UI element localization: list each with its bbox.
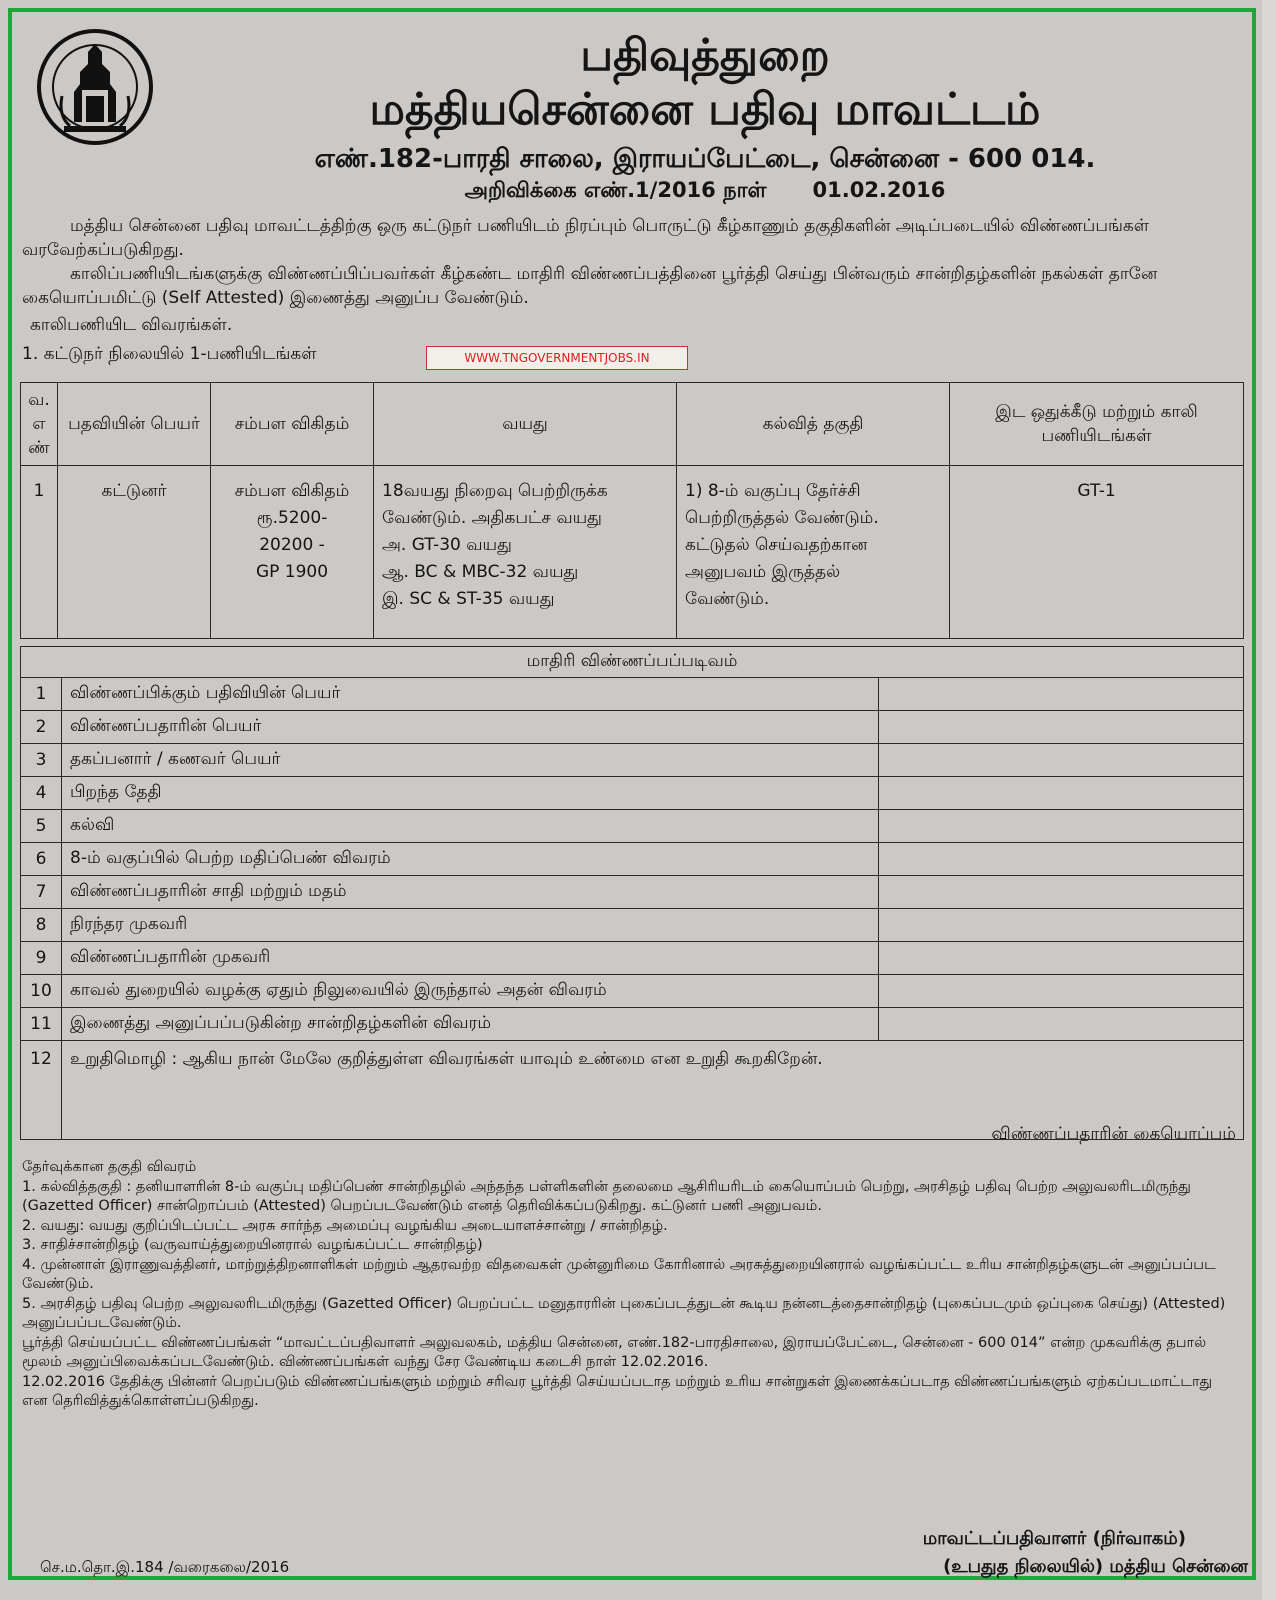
- form-row-field[interactable]: [879, 909, 1244, 942]
- notice-date: 01.02.2016: [812, 178, 946, 202]
- vacancy-count-label: 1. கட்டுநர் நிலையில் 1-பணியிடங்கள்: [22, 344, 317, 364]
- col-reservation: இட ஒதுக்கீடு மற்றும் காலி பணியிடங்கள்: [950, 383, 1244, 466]
- edu-line-3: கட்டுதல் செய்வதற்கான: [685, 535, 868, 555]
- edu-line-5: வேண்டும்.: [685, 589, 770, 609]
- watermark-link[interactable]: WWW.TNGOVERNMENTJOBS.IN: [426, 346, 688, 370]
- form-row-label: நிரந்தர முகவரி: [62, 909, 879, 942]
- form-row-label: விண்ணப்பதாரின் சாதி மற்றும் மதம்: [62, 876, 879, 909]
- edu-line-1: 1) 8-ம் வகுப்பு தேர்ச்சி: [685, 481, 861, 501]
- note-5: 5. அரசிதழ் பதிவு பெற்ற அலுவலரிடமிருந்து (Gazetted Officer) பெறப்பட்ட மனுதாரரின் புகைப்படத்துடன் கூடிய நன்னடத்தைசான்றிதழ் (புகைப்படமும் ஒப்புகை செய்து) (Attested) அனுப்பப்படவேண்டும்.: [22, 1295, 1226, 1331]
- form-row-label: தகப்பனார் / கணவர் பெயர்: [62, 744, 879, 777]
- form-row-label: பிறந்த தேதி: [62, 777, 879, 810]
- form-row: [21, 810, 1244, 843]
- form-row-field[interactable]: [879, 810, 1244, 843]
- form-row-label: இணைத்து அனுப்பப்படுகின்ற சான்றிதழ்களின் விவரம்: [62, 1008, 879, 1041]
- cell-pay: [211, 466, 374, 639]
- office-address: எண்.182-பாரதி சாலை, இராயப்பேட்டை, சென்னை - 600 014.: [314, 144, 1096, 174]
- edu-line-2: பெற்றிருத்தல் வேண்டும்.: [685, 508, 879, 528]
- form-row-number: 7: [21, 876, 62, 909]
- form-row: [21, 876, 1244, 909]
- form-row-field[interactable]: [879, 777, 1244, 810]
- form-row: [21, 975, 1244, 1008]
- form-row: [21, 1008, 1244, 1041]
- form-row-field[interactable]: [879, 975, 1244, 1008]
- note-4: 4. முன்னாள் இராணுவத்தினர், மாற்றுத்திறனாளிகள் மற்றும் ஆதரவற்ற விதவைகள் முன்னுரிமை கோரினால் அரசுத்துறையினரால் வழங்கப்பட்ட உரிய சான்றிதழ்களுடன் அனுப்பப்பட வேண்டும்.: [22, 1256, 1216, 1292]
- notice-number: அறிவிக்கை எண்.1/2016 நாள்: [464, 178, 767, 202]
- form-row-label: விண்ணப்பதாரின் பெயர்: [62, 711, 879, 744]
- registrar-signature-1: மாவட்டப்பதிவாளர் (நிர்வாகம்): [922, 1528, 1186, 1549]
- form-row: [21, 942, 1244, 975]
- age-line-4: ஆ. BC & MBC-32 வயது: [382, 562, 579, 582]
- vacancy-data-row: [21, 466, 1244, 639]
- registrar-signature-2: (உபதுத நிலையில்) மத்திய சென்னை: [943, 1556, 1248, 1577]
- col-education: கல்வித் தகுதி: [677, 383, 950, 466]
- form-row-number: 4: [21, 777, 62, 810]
- form-row: [21, 777, 1244, 810]
- tamil-nadu-emblem-icon: [36, 26, 154, 148]
- pay-line-1: சம்பள விகிதம்: [234, 481, 350, 501]
- application-form-table: [20, 646, 1244, 1140]
- notes-title: தேர்வுக்கான தகுதி விவரம்: [22, 1159, 197, 1175]
- form-row-label: 8-ம் வகுப்பில் பெற்ற மதிப்பெண் விவரம்: [62, 843, 879, 876]
- form-row-field[interactable]: [879, 711, 1244, 744]
- vacancy-header-row: [21, 383, 1244, 466]
- col-post: பதவியின் பெயர்: [58, 383, 211, 466]
- notice-line: [160, 178, 1250, 205]
- form-row-field[interactable]: [879, 1008, 1244, 1041]
- eligibility-notes: [22, 1158, 1240, 1412]
- reference-number: செ.ம.தொ.இ.184 /வரைகலை/2016: [40, 1558, 290, 1576]
- form-row-field[interactable]: [879, 942, 1244, 975]
- note-6: பூர்த்தி செய்யப்பட்ட விண்ணப்பங்கள் “மாவட்டப்பதிவாளர் அலுவலகம், மத்திய சென்னை, எண்.182-பாரதிசாலை, இராயப்பேட்டை, சென்னை - 600 014” என்ற முகவரிக்கு தபால் மூலம் அனுப்பிவைக்கப்படவேண்டும். விண்ணப்பங்கள் வந்து சேர வேண்டிய கடைசி நாள் 12.02.2016.: [22, 1334, 1207, 1370]
- form-row-label: விண்ணப்பிக்கும் பதிவியின் பெயர்: [62, 678, 879, 711]
- form-row-number: 2: [21, 711, 62, 744]
- age-line-5: இ. SC & ST-35 வயது: [382, 589, 555, 609]
- cell-serial: 1: [21, 466, 58, 639]
- form-row-label: கல்வி: [62, 810, 879, 843]
- pay-line-4: GP 1900: [255, 562, 329, 582]
- age-line-1: 18வயது நிறைவு பெற்றிருக்க: [382, 481, 608, 501]
- form-row-number: 11: [21, 1008, 62, 1041]
- pay-line-2: ரூ.5200-: [256, 508, 328, 528]
- form-row-field[interactable]: [879, 843, 1244, 876]
- applicant-signature-label: விண்ணப்பதாரின் கையொப்பம்: [991, 1124, 1236, 1144]
- form-row-number: 1: [21, 678, 62, 711]
- intro-paragraph-2: காலிப்பணியிடங்களுக்கு விண்ணப்பிப்பவர்கள் கீழ்கண்ட மாதிரி விண்ணப்பத்தினை பூர்த்தி செய்து பின்வரும் சான்றிதழ்களின் நகல்கள் தானே கையொப்பமிட்டு (Self Attested) இணைத்து அனுப்ப வேண்டும்.: [22, 264, 1158, 308]
- col-age: வயது: [374, 383, 677, 466]
- note-7: 12.02.2016 தேதிக்கு பின்னர் பெறப்படும் விண்ணப்பங்களும் மற்றும் சரிவர பூர்த்தி செய்யப்படாத மற்றும் உரிய சான்றுகள் இணைக்கப்படாத விண்ணப்பங்களும் ஏற்கப்படமாட்டாது என தெரிவித்துக்கொள்ளப்படுகிறது.: [22, 1373, 1213, 1409]
- edu-line-4: அனுபவம் இருத்தல்: [685, 562, 841, 582]
- form-row-number: 3: [21, 744, 62, 777]
- form-row: [21, 711, 1244, 744]
- col-serial: வ. எ ண்: [21, 383, 58, 466]
- form-row-number: 5: [21, 810, 62, 843]
- declaration-text: உறுதிமொழி : ஆகிய நான் மேலே குறித்துள்ள விவரங்கள் யாவும் உண்மை என உறுதி கூறகிறேன்.: [62, 1041, 1244, 1140]
- form-row: [21, 678, 1244, 711]
- form-row: [21, 843, 1244, 876]
- department-title: பதிவுத்துறை: [580, 30, 830, 81]
- paper-edge: [1262, 0, 1276, 1600]
- cell-education: [677, 466, 950, 639]
- pay-line-3: 20200 -: [259, 535, 325, 555]
- form-title: மாதிரி விண்ணப்பப்படிவம்: [21, 647, 1244, 678]
- form-row-field[interactable]: [879, 744, 1244, 777]
- form-row-number: 10: [21, 975, 62, 1008]
- note-3: 3. சாதிச்சான்றிதழ் (வருவாய்த்துறையினரால் வழங்கப்பட்ட சான்றிதழ்): [22, 1237, 483, 1253]
- cell-post: கட்டுனர்: [58, 466, 211, 639]
- cell-age: [374, 466, 677, 639]
- form-row: [21, 909, 1244, 942]
- form-row-number: 9: [21, 942, 62, 975]
- age-line-2: வேண்டும். அதிகபட்ச வயது: [382, 508, 602, 528]
- form-row-label: விண்ணப்பதாரின் முகவரி: [62, 942, 879, 975]
- form-row-field[interactable]: [879, 678, 1244, 711]
- declaration-number: 12: [21, 1041, 62, 1140]
- form-row: [21, 744, 1244, 777]
- note-1: 1. கல்வித்தகுதி : தனியாளரின் 8-ம் வகுப்பு மதிப்பெண் சான்றிதழில் அந்தந்த பள்ளிகளின் தலைமை ஆசிரியரிடம் கையொப்பம் பெற்று, அரசிதழ் பதிவு பெற்ற அலுவலரிடமிருந்து (Gazetted Officer) சான்றொப்பம் (Attested) பெறப்படவேண்டும் எனத் தெரிவிக்கப்படுகிறது. கட்டுனர் பணி அனுபவம்.: [22, 1178, 1191, 1214]
- district-title: மத்தியசென்னை பதிவு மாவட்டம்: [369, 84, 1041, 135]
- form-title-row: [21, 647, 1244, 678]
- form-row-field[interactable]: [879, 876, 1244, 909]
- vacancy-details-label: காலிபணியிட விவரங்கள்.: [30, 315, 233, 335]
- age-line-3: அ. GT-30 வயது: [382, 535, 512, 555]
- vacancy-table: [20, 382, 1244, 639]
- form-row-number: 6: [21, 843, 62, 876]
- intro-paragraph-1: மத்திய சென்னை பதிவு மாவட்டத்திற்கு ஒரு கட்டுநர் பணியிடம் நிரப்பும் பொருட்டு கீழ்காணும் தகுதிகளின் அடிப்படையில் விண்ணப்பங்கள் வரவேற்கப்படுகிறது.: [22, 216, 1150, 260]
- form-row-number: 8: [21, 909, 62, 942]
- cell-reservation: GT-1: [950, 466, 1244, 639]
- form-row-label: காவல் துறையில் வழக்கு ஏதும் நிலுவையில் இருந்தால் அதன் விவரம்: [62, 975, 879, 1008]
- col-pay: சம்பள விகிதம்: [211, 383, 374, 466]
- note-2: 2. வயது: வயது குறிப்பிடப்பட்ட அரசு சார்ந்த அமைப்பு வழங்கிய அடையாளச்சான்று / சான்றிதழ்.: [22, 1217, 668, 1234]
